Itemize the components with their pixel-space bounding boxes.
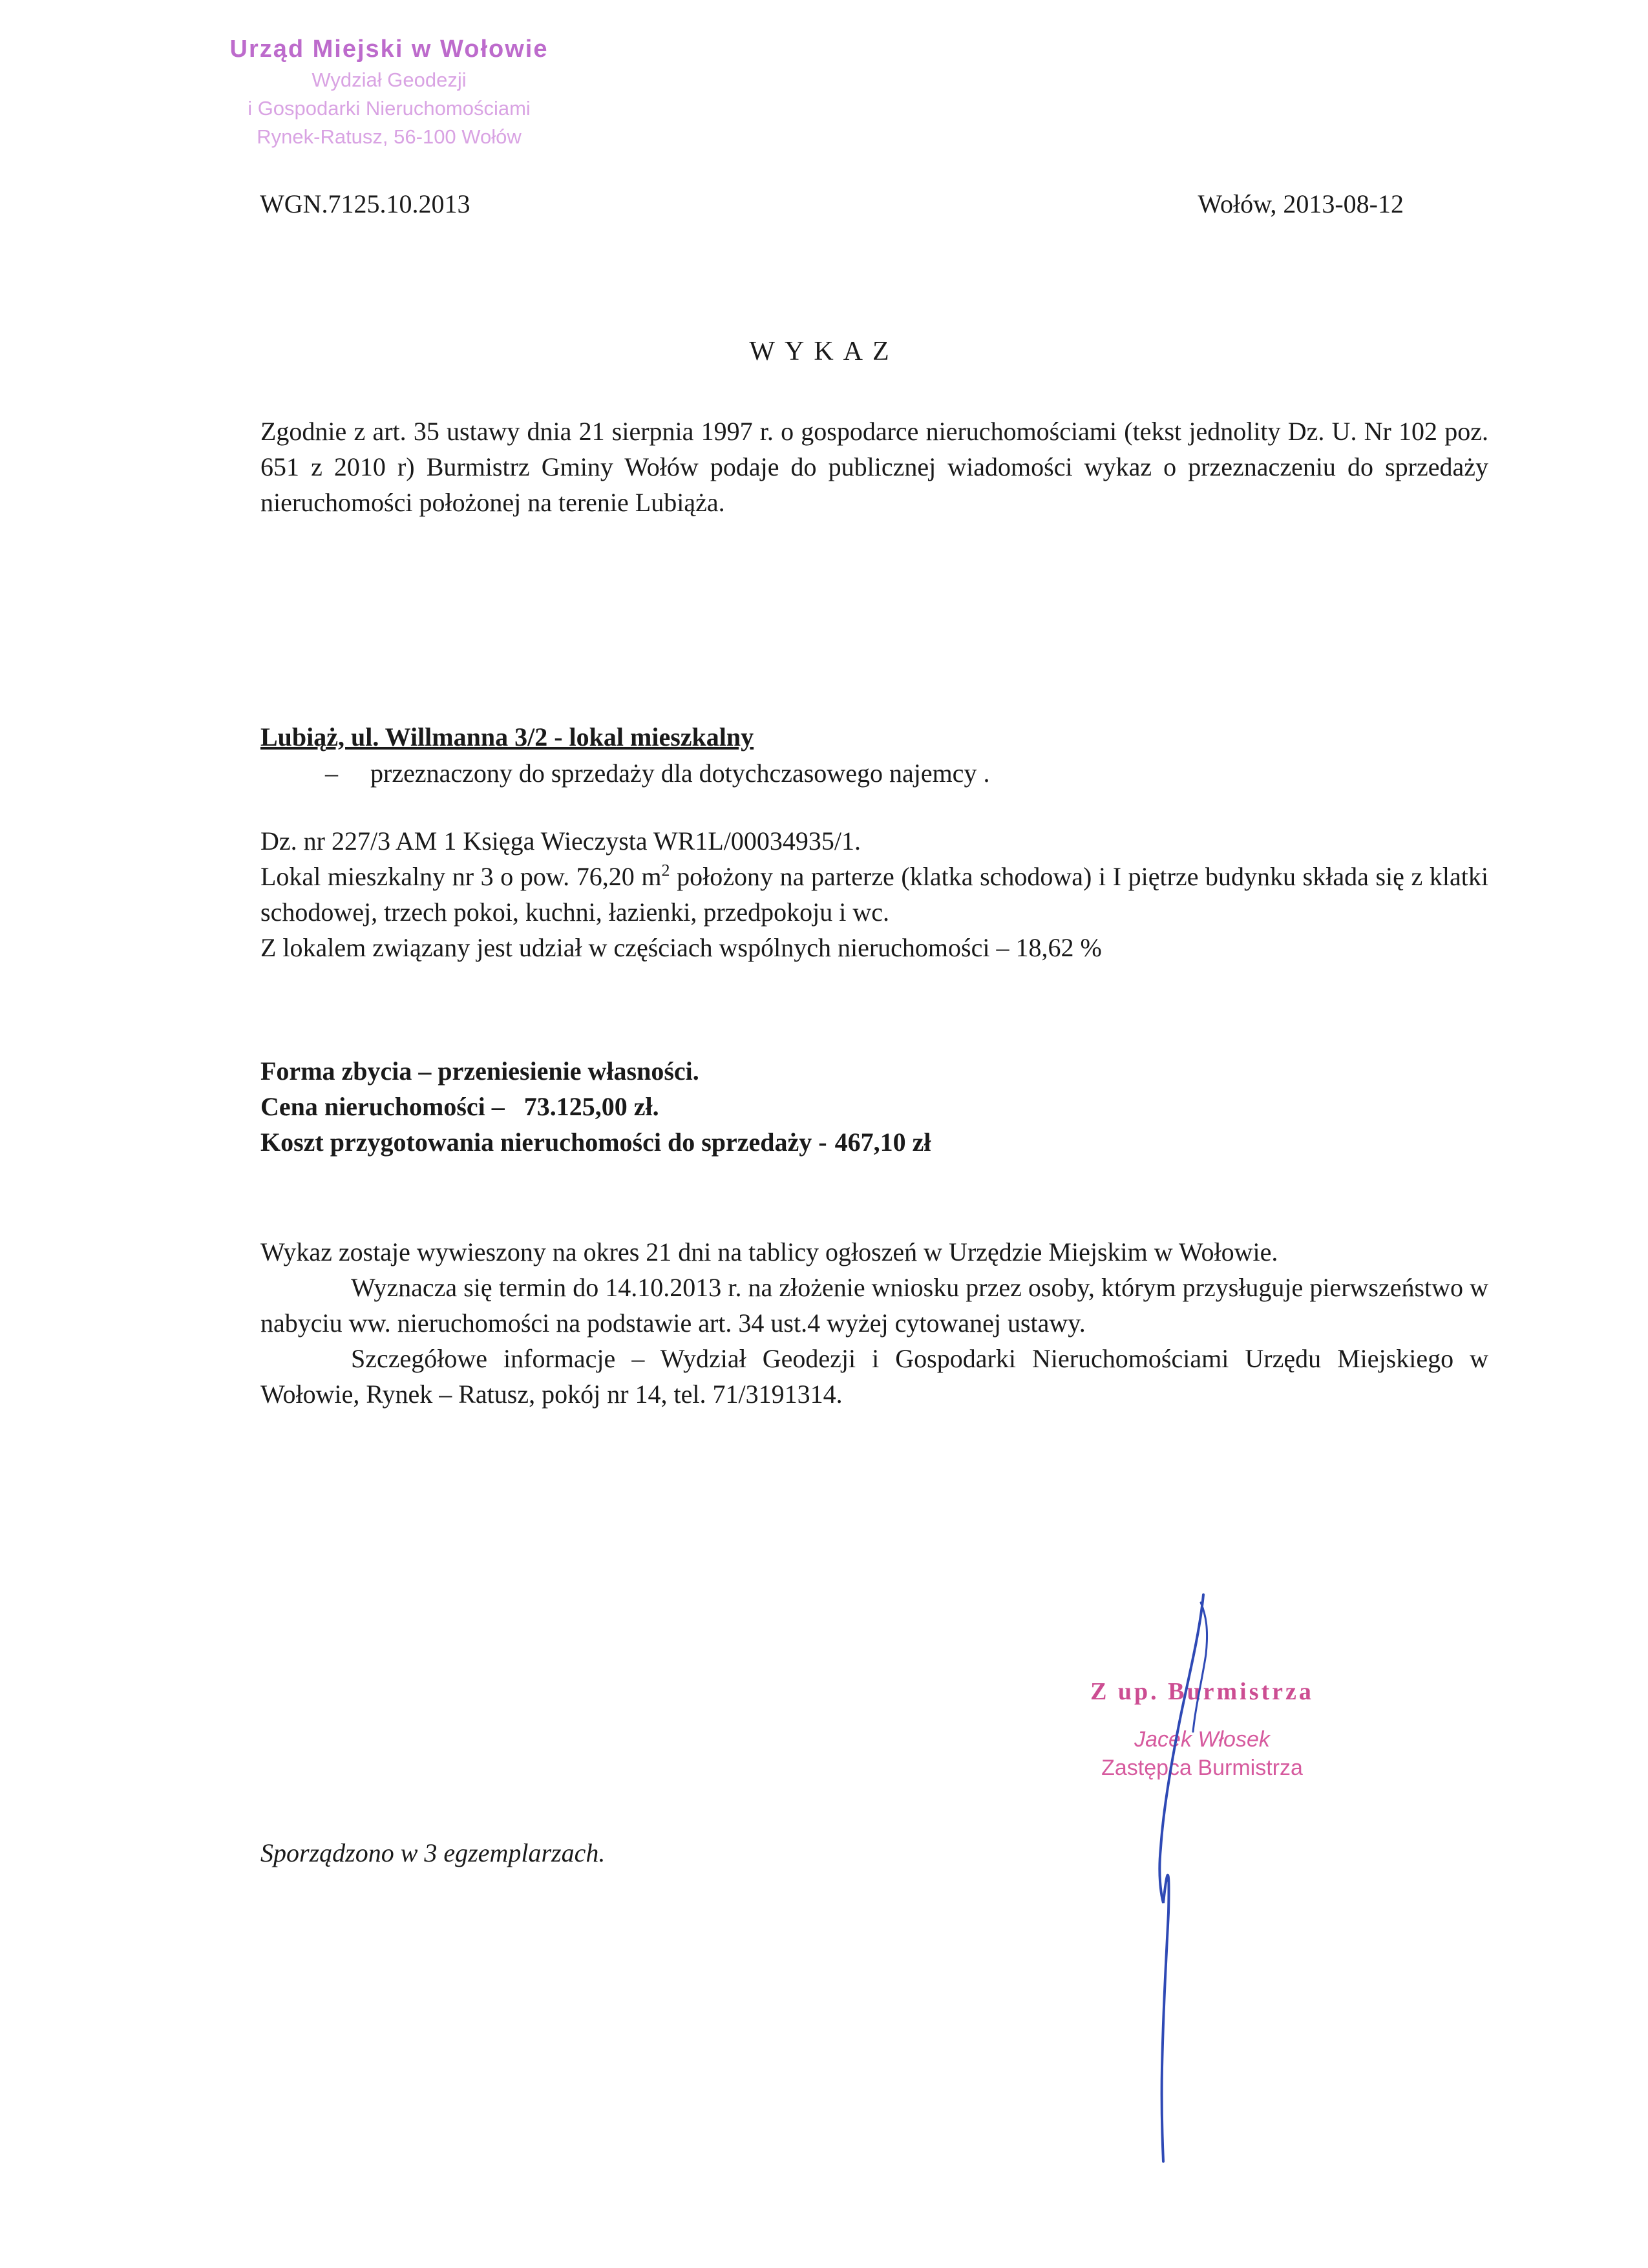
cost-label: Koszt przygotowania nieruchomości do sprzedaży -: [260, 1128, 827, 1157]
sale-terms: [260, 1053, 1488, 1160]
signature-stamp-authority: Z up. Burmistrza: [1090, 1678, 1314, 1705]
apartment-description-start: Lokal mieszkalny nr 3 o pow. 76,20 m: [260, 862, 662, 891]
notice-paragraph-1: Wykaz zostaje wywieszony na okres 21 dni na tablicy ogłoszeń w Urzędzie Miejskim w Wołowie.: [260, 1237, 1278, 1266]
apartment-description: [260, 859, 1488, 930]
document-title: WYKAZ: [749, 337, 899, 366]
notice-section: [260, 1234, 1488, 1412]
notice-paragraph-3: Szczegółowe informacje – Wydział Geodezji i Gospodarki Nieruchomościami Urzędu Miejskiego w Wołowie, Rynek – Ratusz, pokój nr 14, tel. 71/3191314.: [260, 1344, 1488, 1409]
stamp-address: Rynek-Ratusz, 56-100 Wołów: [257, 125, 522, 148]
reference-number: WGN.7125.10.2013: [260, 189, 470, 218]
signature-stamp-name: Jacek Włosek: [1134, 1727, 1270, 1752]
disposal-form: Forma zbycia – przeniesienie własności.: [260, 1056, 699, 1086]
bullet-dash: –: [325, 759, 338, 788]
signature-stamp: [1028, 1672, 1377, 1782]
stamp-department-2: i Gospodarki Nieruchomościami: [248, 97, 531, 120]
cost-value: 467,10 zł: [834, 1128, 931, 1157]
price-value: 73.125,00 zł.: [523, 1092, 659, 1121]
area-superscript: 2: [661, 861, 670, 880]
price-row: [260, 1089, 1488, 1124]
plot-line: Dz. nr 227/3 AM 1 Księga Wieczysta WR1L/00034935/1.: [260, 826, 861, 856]
apartment-description-end: położony na parterze (klatka schodowa) i I piętrze budynku składa się z klatki schodowej, trzech pokoi, kuchni, łazienki, przedpokoju i wc.: [260, 862, 1489, 927]
common-share-line: Z lokalem związany jest udział w częściach wspólnych nieruchomości – 18,62 %: [260, 933, 1102, 962]
stamp-office-name: Urząd Miejski w Wołowie: [229, 36, 549, 63]
property-details: [260, 823, 1488, 965]
intro-paragraph: Zgodnie z art. 35 ustawy dnia 21 sierpnia 1997 r. o gospodarce nieruchomościami (tekst jednolity Dz. U. Nr 102 poz. 651 z 2010 r) Burmistrz Gminy Wołów podaje do publicznej wiadomości wykaz o przeznaczeniu do sprzedaży nieruchomości położonej na terenie Lubiąża.: [260, 417, 1488, 517]
stamp-department: Wydział Geodezji: [312, 68, 467, 91]
copies-note: Sporządzono w 3 egzemplarzach.: [260, 1838, 606, 1867]
signature-stamp-position: Zastępca Burmistrza: [1101, 1756, 1303, 1780]
property-heading: Lubiąż, ul. Willmanna 3/2 - lokal mieszkalny: [260, 722, 754, 751]
place-and-date: Wołów, 2013-08-12: [1198, 189, 1404, 218]
notice-paragraph-2: Wyznacza się termin do 14.10.2013 r. na złożenie wniosku przez osoby, którym przysługuje pierwszeństwo w nabyciu ww. nieruchomości na podstawie art. 34 ust.4 wyżej cytowanej ustawy.: [260, 1273, 1488, 1338]
price-label: Cena nieruchomości –: [260, 1092, 505, 1121]
office-header-stamp: [208, 32, 570, 151]
property-purpose-text: przeznaczony do sprzedaży dla dotychczasowego najemcy .: [370, 759, 990, 788]
cost-row: [260, 1124, 1488, 1160]
